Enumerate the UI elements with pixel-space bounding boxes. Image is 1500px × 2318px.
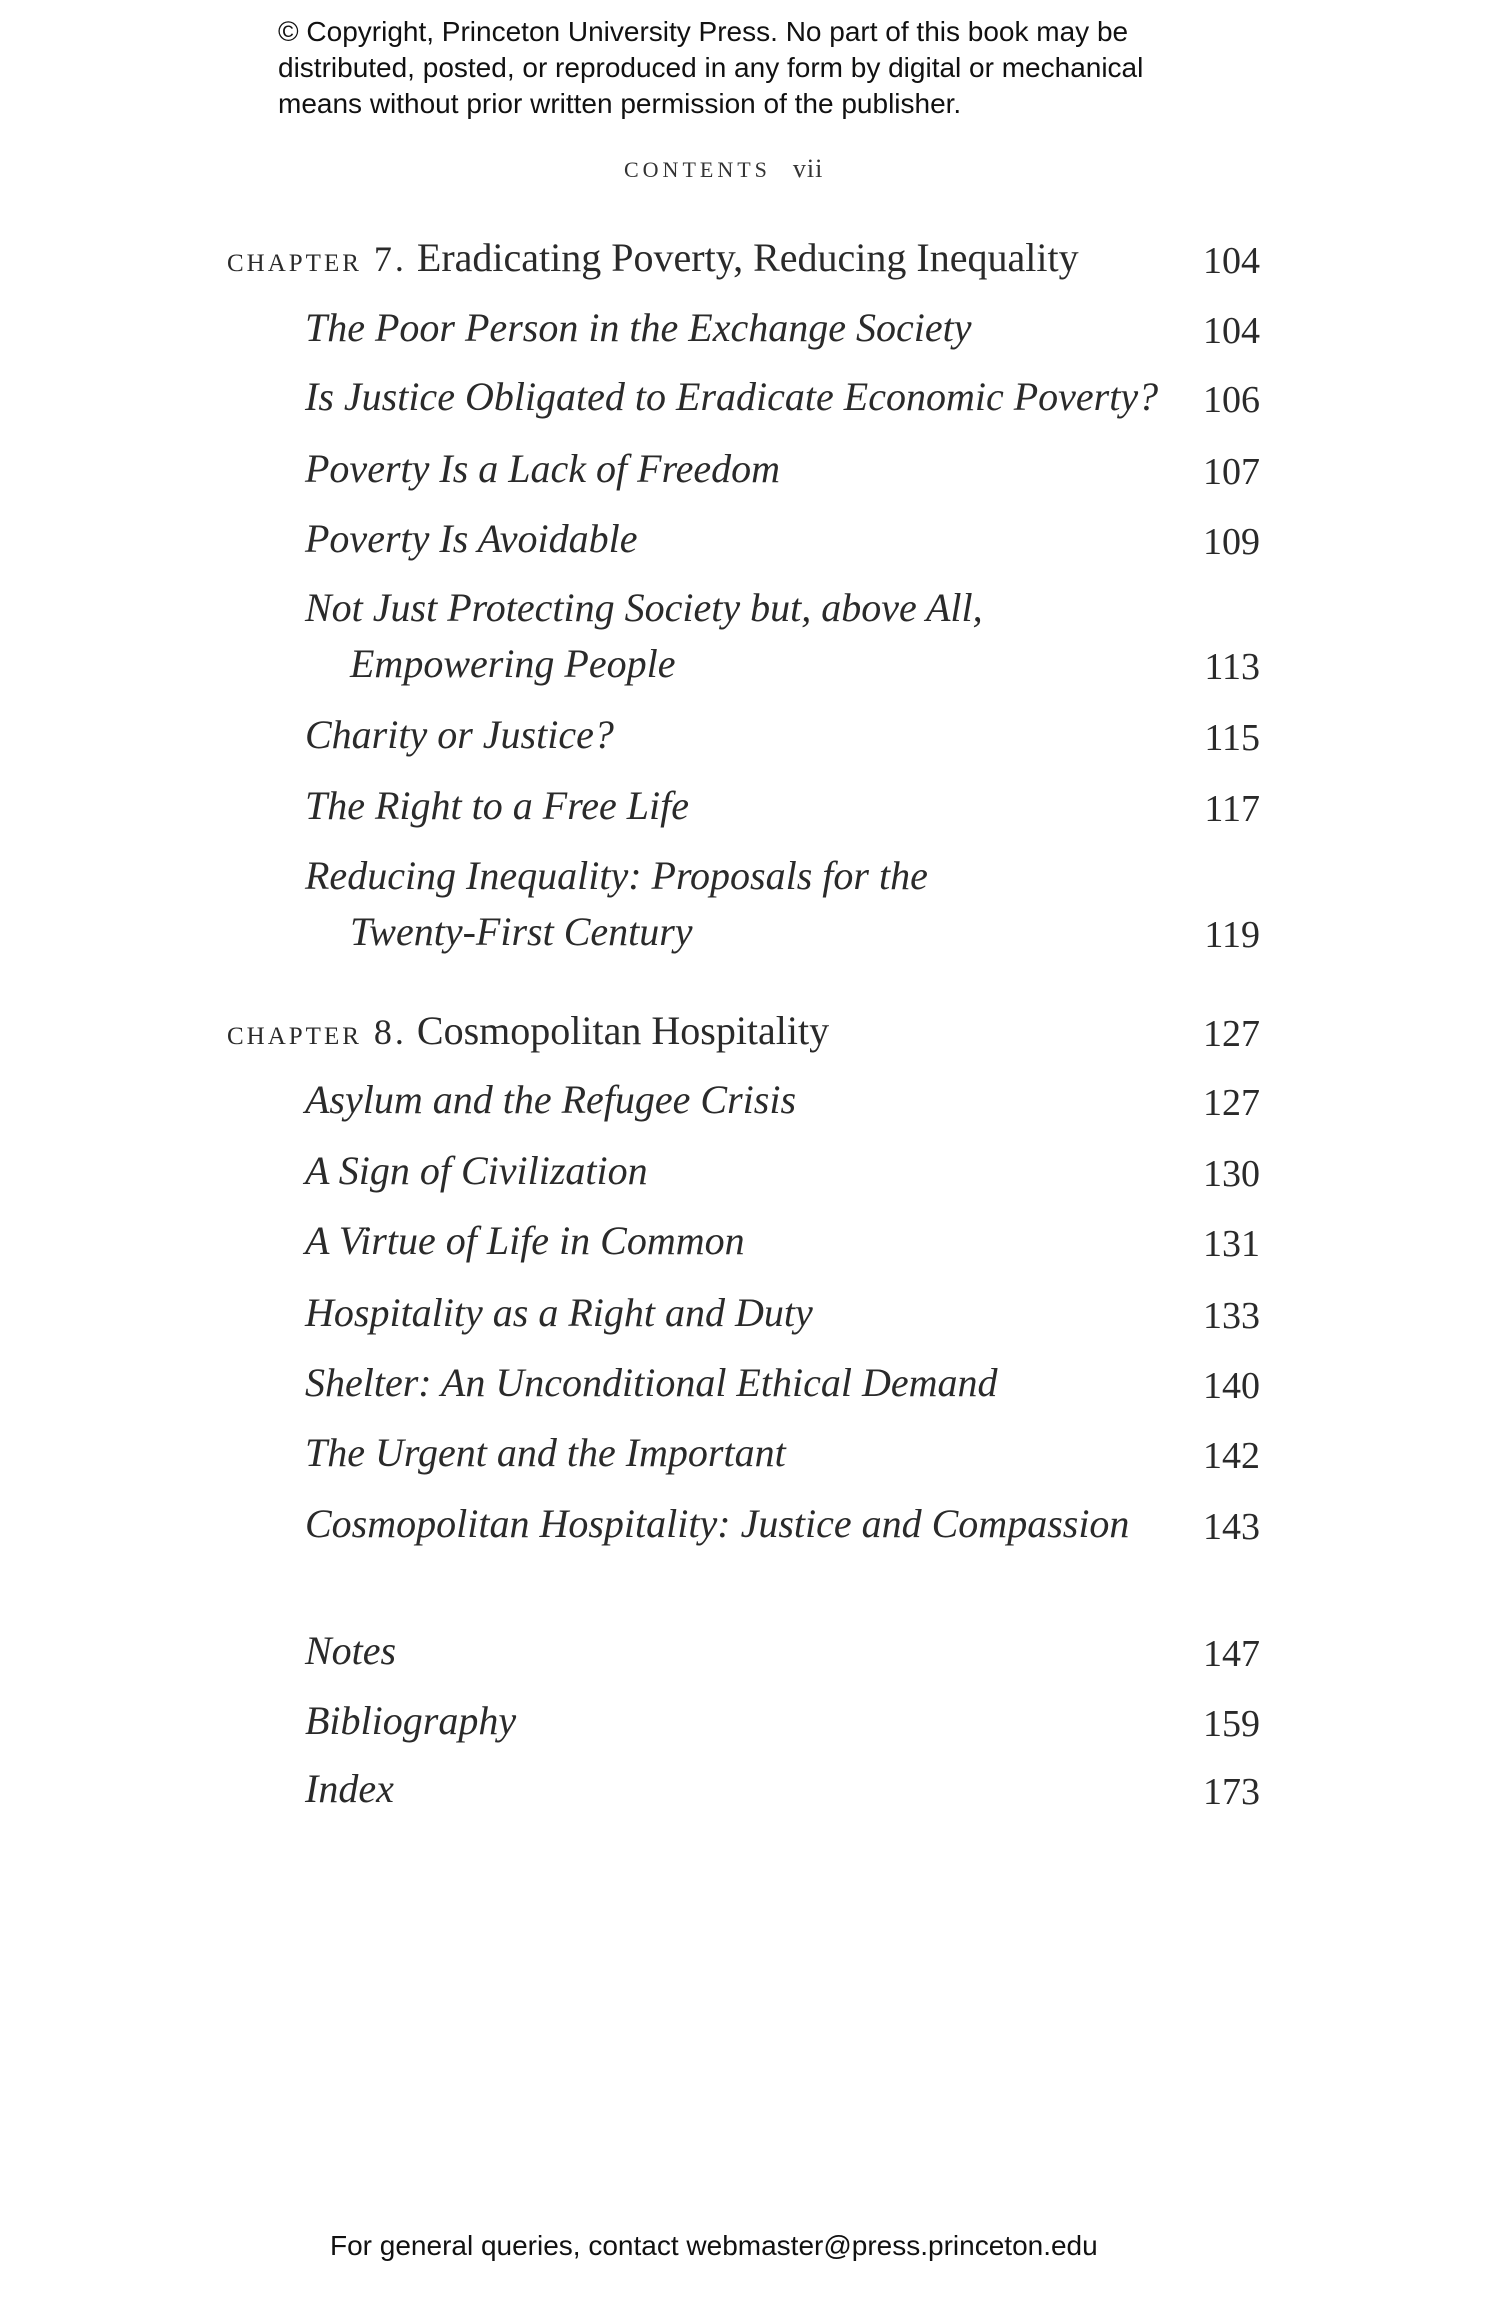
toc-chapter-heading — [227, 233, 1079, 284]
toc-page-number: 159 — [1203, 1703, 1260, 1745]
toc-page-number: 106 — [1203, 379, 1260, 421]
toc-page-number: 133 — [1203, 1295, 1260, 1337]
toc-page-number: 130 — [1203, 1153, 1260, 1195]
footer-contact: For general queries, contact webmaster@press.princeton.edu — [330, 2230, 1098, 2261]
toc-entry: Poverty Is Avoidable — [305, 516, 638, 561]
toc-page-number: 127 — [1203, 1082, 1260, 1124]
toc-entry: The Poor Person in the Exchange Society — [305, 305, 972, 350]
toc-page-number: 117 — [1204, 788, 1260, 830]
copyright-notice — [278, 14, 1143, 122]
toc-entry: Cosmopolitan Hospitality: Justice and Compassion — [305, 1501, 1130, 1546]
toc-entry: Hospitality as a Right and Duty — [305, 1290, 813, 1335]
copyright-line: distributed, posted, or reproduced in any form by digital or mechanical — [278, 52, 1144, 83]
toc-chapter-heading — [227, 1006, 829, 1057]
toc-page-number: 119 — [1204, 914, 1260, 956]
toc-entry: The Right to a Free Life — [305, 783, 690, 828]
toc-entry: A Sign of Civilization — [305, 1148, 648, 1193]
toc-entry: The Urgent and the Important — [305, 1430, 786, 1475]
toc-page-number: 147 — [1203, 1633, 1260, 1675]
running-head-label: CONTENTS — [624, 157, 771, 182]
toc-entry: Asylum and the Refugee Crisis — [305, 1077, 797, 1122]
toc-page-number: 142 — [1203, 1435, 1260, 1477]
toc-page-number: 143 — [1203, 1506, 1260, 1548]
toc-entry: Notes — [305, 1628, 397, 1673]
toc-entry: Charity or Justice? — [305, 712, 614, 757]
toc-entry: Empowering People — [350, 641, 676, 686]
running-head-page: vii — [792, 154, 824, 183]
toc-page-number: 104 — [1203, 310, 1260, 352]
toc-page-number: 127 — [1203, 1013, 1260, 1055]
toc-page-number: 115 — [1204, 717, 1260, 759]
toc-page-number: 113 — [1204, 646, 1260, 688]
toc-entry: Twenty-First Century — [350, 909, 693, 954]
toc-entry: Not Just Protecting Society but, above All, — [305, 585, 983, 630]
toc-page-number: 131 — [1203, 1223, 1260, 1265]
toc-entry: Poverty Is a Lack of Freedom — [305, 446, 781, 491]
chapter-title: Eradicating Poverty, Reducing Inequality — [416, 235, 1079, 280]
toc-page-number: 140 — [1203, 1365, 1260, 1407]
toc-page-number: 107 — [1203, 451, 1260, 493]
toc-entry: Is Justice Obligated to Eradicate Economic Poverty? — [305, 374, 1159, 419]
toc-page-number: 109 — [1203, 521, 1260, 563]
toc-entry: Reducing Inequality: Proposals for the — [305, 853, 928, 898]
running-head — [624, 154, 823, 184]
toc-entry: Index — [305, 1766, 394, 1811]
chapter-label: chapter 8. — [227, 1012, 407, 1052]
toc-page-number: 173 — [1203, 1771, 1260, 1813]
copyright-line: means without prior written permission of the publisher. — [278, 88, 962, 119]
toc-page-number: 104 — [1203, 240, 1260, 282]
toc-entry: A Virtue of Life in Common — [305, 1218, 745, 1263]
toc-entry: Bibliography — [305, 1698, 517, 1743]
chapter-title: Cosmopolitan Hospitality — [416, 1008, 830, 1053]
chapter-label: chapter 7. — [227, 239, 407, 279]
toc-entry: Shelter: An Unconditional Ethical Demand — [305, 1360, 998, 1405]
copyright-line: © Copyright, Princeton University Press. No part of this book may be — [278, 16, 1129, 47]
